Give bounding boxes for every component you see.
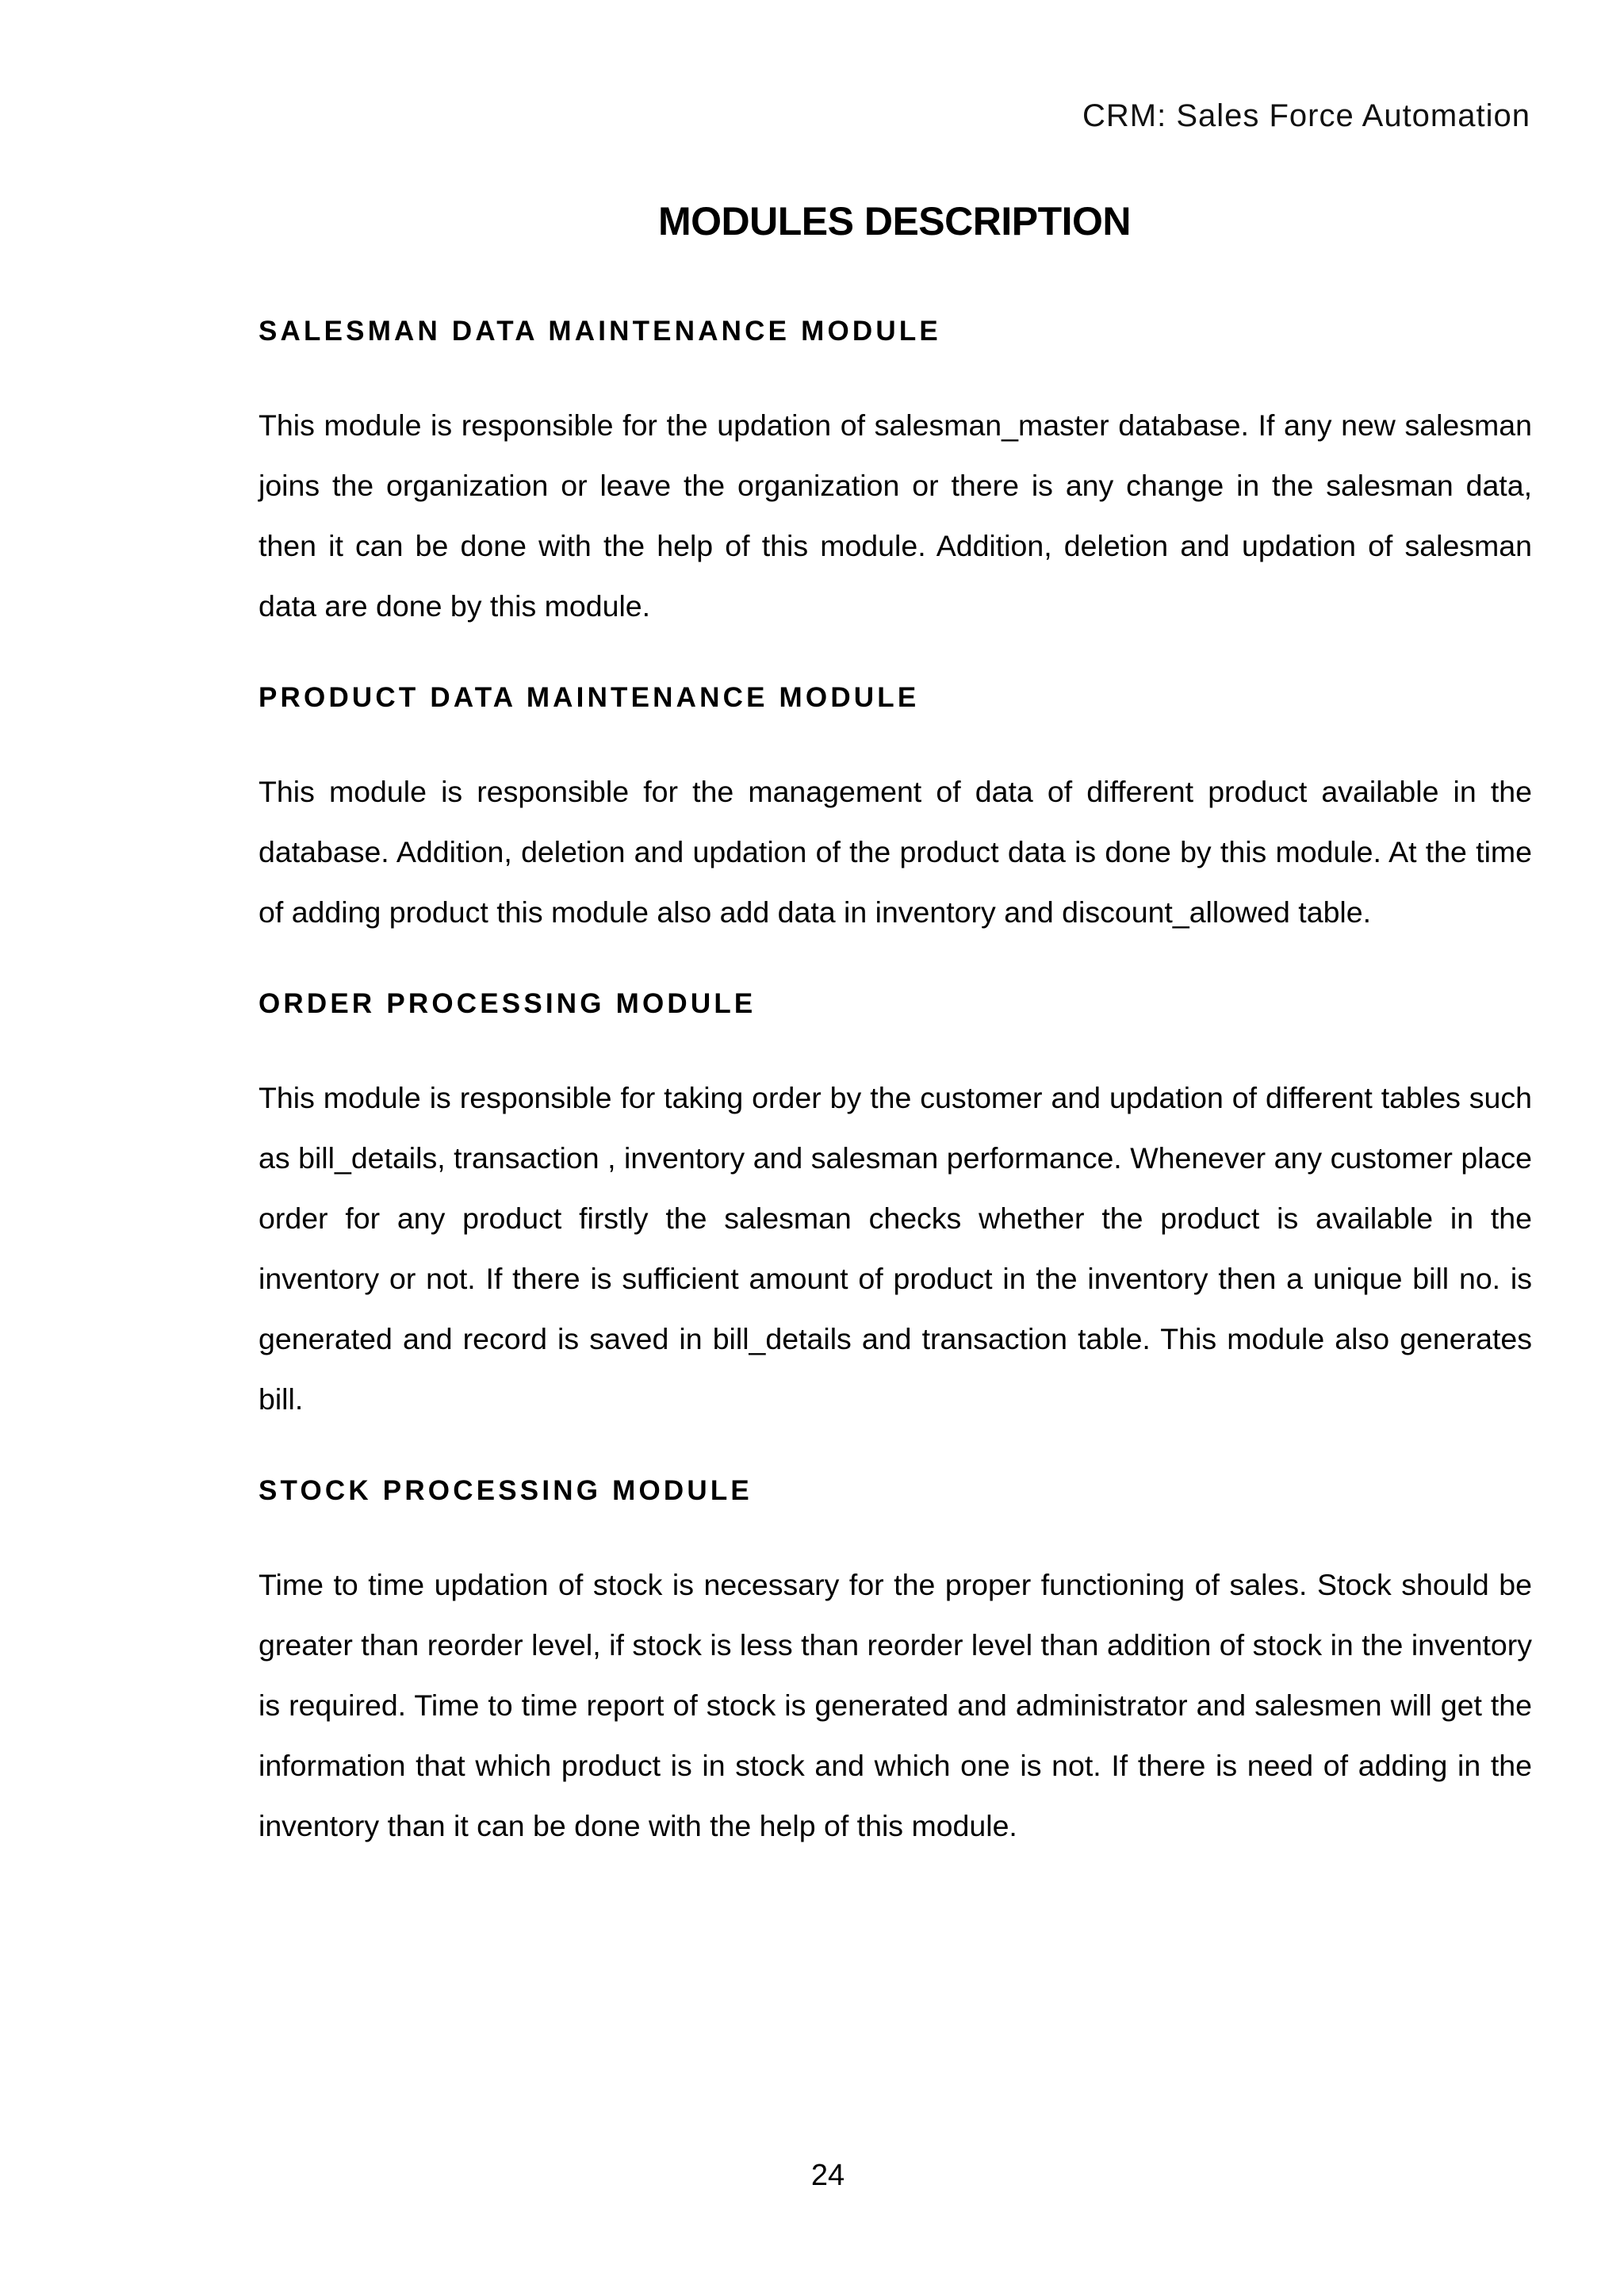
section-order-processing bbox=[259, 987, 1532, 1429]
section-paragraph: This module is responsible for taking order by the customer and updation of different tables such as bill_details, transaction , inventory and salesman performance. Whenever any customer place order for any product firstly the salesman checks whether the product is available in the inventory or not. If there is sufficient amount of product in the inventory then a unique bill no. is generated and record is saved in bill_details and transaction table. This module also generates bill. bbox=[259, 1081, 1532, 1416]
section-heading: PRODUCT DATA MAINTENANCE MODULE bbox=[259, 682, 920, 713]
section-heading: STOCK PROCESSING MODULE bbox=[259, 1475, 753, 1506]
page-number: 24 bbox=[810, 2159, 845, 2192]
section-paragraph: Time to time updation of stock is necessary for the proper functioning of sales. Stock should be greater than reorder level, if stock is less than reorder level than addition of stock in the inventory is required. Time to time report of stock is generated and administrator and salesmen will get the information that which product is in stock and which one is not. If there is need of adding in the inventory than it can be done with the help of this module. bbox=[259, 1568, 1532, 1842]
section-paragraph: This module is responsible for the updation of salesman_master database. If any new salesman joins the organization or leave the organization or there is any change in the salesman data, then it can be done with the help of this module. Addition, deletion and updation of salesman data are done by this module. bbox=[259, 408, 1532, 623]
section-stock-processing bbox=[259, 1474, 1532, 1856]
sections-container bbox=[259, 314, 1532, 1856]
section-product-data bbox=[259, 680, 1532, 942]
section-salesman-data bbox=[259, 314, 1532, 636]
section-paragraph: This module is responsible for the management of data of different product available in the database. Addition, deletion and updation of the product data is done by this module. At the time of adding product this module also add data in inventory and discount_allowed table. bbox=[259, 775, 1532, 929]
section-heading: SALESMAN DATA MAINTENANCE MODULE bbox=[259, 316, 941, 347]
section-heading: ORDER PROCESSING MODULE bbox=[259, 988, 756, 1019]
page-title: MODULES DESCRIPTION bbox=[657, 199, 1132, 243]
running-header: CRM: Sales Force Automation bbox=[1082, 98, 1530, 133]
